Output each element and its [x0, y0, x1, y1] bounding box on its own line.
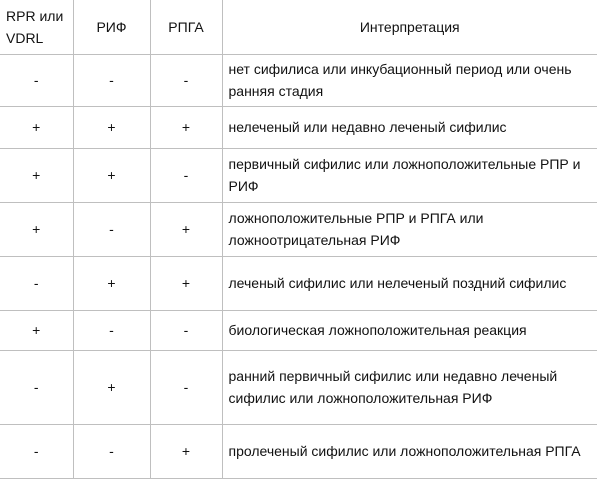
cell-rif: - [73, 310, 150, 350]
cell-rif: + [73, 106, 150, 148]
table-row [0, 54, 597, 106]
cell-interpretation: нет сифилиса или инкубационный период или очень ранняя стадия [222, 54, 597, 106]
cell-rif: + [73, 148, 150, 202]
header-rif: РИФ [73, 0, 150, 54]
cell-rpr-vdrl: + [0, 202, 73, 256]
cell-rpr-vdrl: - [0, 424, 73, 478]
cell-interpretation: пролеченый сифилис или ложноположительная РПГА [222, 424, 597, 478]
cell-rif: - [73, 202, 150, 256]
cell-interpretation: нелеченый или недавно леченый сифилис [222, 106, 597, 148]
table-row [0, 106, 597, 148]
header-rpga: РПГА [150, 0, 222, 54]
cell-interpretation: ложноположительные РПР и РПГА или ложноотрицательная РИФ [222, 202, 597, 256]
cell-rpga: - [150, 148, 222, 202]
cell-rif: - [73, 54, 150, 106]
header-interpretation: Интерпретация [222, 0, 597, 54]
cell-rpga: + [150, 202, 222, 256]
cell-rpr-vdrl: - [0, 350, 73, 424]
cell-rpr-vdrl: + [0, 310, 73, 350]
table-row [0, 202, 597, 256]
cell-rpga: - [150, 54, 222, 106]
table-row [0, 310, 597, 350]
cell-interpretation: биологическая ложноположительная реакция [222, 310, 597, 350]
header-row [0, 0, 597, 54]
cell-interpretation: первичный сифилис или ложноположительные РПР и РИФ [222, 148, 597, 202]
cell-rif: + [73, 350, 150, 424]
cell-rpr-vdrl: - [0, 256, 73, 310]
cell-interpretation: леченый сифилис или нелеченый поздний сифилис [222, 256, 597, 310]
cell-rpr-vdrl: + [0, 106, 73, 148]
cell-rpr-vdrl: + [0, 148, 73, 202]
table-row [0, 424, 597, 478]
header-rpr-vdrl: RPR или VDRL [0, 0, 73, 54]
table-row [0, 256, 597, 310]
cell-rpr-vdrl: - [0, 54, 73, 106]
cell-rpga: + [150, 256, 222, 310]
cell-rpga: - [150, 350, 222, 424]
cell-rpga: + [150, 106, 222, 148]
cell-rpga: + [150, 424, 222, 478]
table-row [0, 350, 597, 424]
table-row [0, 148, 597, 202]
cell-rpga: - [150, 310, 222, 350]
cell-rif: - [73, 424, 150, 478]
cell-rif: + [73, 256, 150, 310]
cell-interpretation: ранний первичный сифилис или недавно леченый сифилис или ложноположительная РИФ [222, 350, 597, 424]
